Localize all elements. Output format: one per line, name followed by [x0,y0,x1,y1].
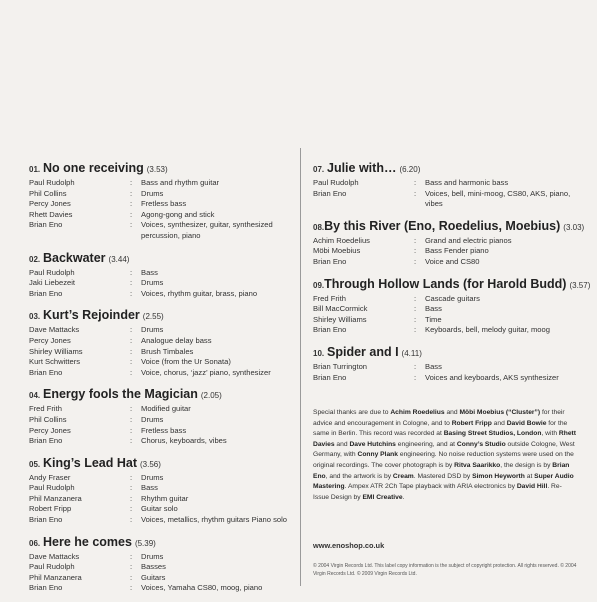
credit-row [29,278,291,289]
credit-row [29,220,291,241]
credit-separator: : [130,414,133,424]
credit-name: Brian Turrington [313,361,368,371]
credit-row [29,199,291,210]
credit-separator: : [130,472,133,482]
track-item [313,276,591,336]
credit-role: Guitar solo [141,504,178,514]
credit-separator: : [414,246,417,256]
credit-role: Drums [141,325,164,335]
credit-row [29,504,291,515]
credit-role: Bass [141,483,158,493]
credit-highlight: Conny Plank [357,451,398,459]
credit-name: Fred Frith [29,404,62,414]
notes-text: engineering. No noise reduction systems were used on the original recordings. The cover photograph is by [313,451,574,469]
credit-role: Voice, chorus, ‘jazz’ piano, synthesizer [141,367,271,377]
credit-row [29,426,291,437]
credit-highlight: Möbi Moebius (“Cluster”) [459,409,541,416]
credit-row [29,189,291,200]
track-duration: (3.56) [140,459,161,469]
credit-name: Jaki Liebezeit [29,278,76,288]
credit-separator: : [130,209,133,219]
credit-separator: : [414,361,417,371]
track-header [29,455,291,473]
track-duration: (3.03) [563,222,585,232]
credit-name: Brian Eno [29,583,63,593]
credit-row [29,289,291,300]
notes-text: and [334,440,350,448]
credit-role: Bass Fender piano [425,246,489,256]
credit-row [313,189,575,210]
notes-text: Special thanks are due to [313,409,391,416]
credit-role: Voices, rhythm guitar, brass, piano [141,288,258,298]
credit-name: Brian Eno [29,436,63,446]
credit-role: Drums [141,551,164,561]
credit-role: Time [425,314,442,324]
credit-row [313,373,575,384]
credit-name: Phil Collins [29,414,67,424]
credit-name: Phil Collins [29,188,67,198]
credit-separator: : [130,504,133,514]
credit-separator: : [130,515,133,525]
credit-role: Brush Timbales [141,346,194,356]
credit-row [29,210,291,221]
credit-row [29,436,291,447]
credit-separator: : [130,483,133,493]
credit-row [313,236,575,247]
track-duration: (3.57) [569,280,591,290]
credit-role: Cascade guitars [425,293,480,303]
credit-row [313,294,575,305]
credit-separator: : [130,178,133,187]
track-item [29,386,291,446]
credit-separator: : [130,346,133,356]
track-duration: (2.55) [142,312,164,322]
track-duration: (2.05) [200,391,222,401]
track-title: Julie with… [327,161,397,175]
credit-row [29,483,291,494]
notes-text: for their advice and encouragement in Cologne, and to [313,409,565,427]
credit-row [29,357,291,368]
credit-row [313,362,575,373]
credit-separator: : [130,267,133,277]
credit-role: Basses [141,562,166,572]
credit-separator: : [414,304,417,314]
notes-text: outside Cologne, West Germany, with [313,440,575,459]
website-url: www.enoshop.co.uk [313,541,385,550]
credit-role: Drums [141,278,164,288]
credit-separator: : [130,220,133,230]
credit-name: Brian Eno [313,372,347,382]
credit-row [29,494,291,505]
track-title: No one receiving [43,161,144,175]
credit-separator: : [414,293,417,303]
track-duration: (3.53) [146,165,168,174]
track-title: Here he comes [43,534,132,549]
notes-text: , and the artwork is by [325,472,393,480]
track-number: 07. [313,165,325,174]
credit-separator: : [414,256,417,266]
track-title: By this River (Eno, Roedelius, Moebius) [324,218,561,233]
credit-role: Modified guitar [141,404,191,414]
credit-row [313,246,575,257]
track-number: 04. [29,391,41,401]
credit-role: Bass [141,267,158,277]
credit-role: Bass and rhythm guitar [141,178,220,187]
track-duration: (5.39) [134,538,156,548]
track-duration: (6.20) [399,165,421,174]
notes-text: , the design is by [500,461,553,469]
credit-name: Phil Manzanera [29,493,82,503]
track-number: 05. [29,459,41,469]
credit-separator: : [130,367,133,377]
credit-highlight: David Bowie [506,419,547,427]
credit-name: Brian Eno [29,220,63,230]
credit-highlight: Simon Heyworth [472,472,525,480]
track-item [29,534,291,594]
credit-row [29,178,291,189]
copyright-text: © 2004 Virgin Records Ltd. This label copy information is the subject of copyright protection. All rights reserved. © 2004 Virgin Records Ltd. © 2009 Virgin Records Ltd. [313,563,577,577]
credit-separator: : [414,178,417,187]
credit-highlight: Basing Street Studios, London [443,430,542,438]
credit-row [313,325,575,336]
credit-role: Drums [141,414,164,424]
track-number: 06. [29,538,41,548]
credit-highlight: Brian Eno [313,461,570,480]
notes-text: and [444,409,460,416]
track-item [29,455,291,526]
track-item [29,160,291,242]
track-number: 03. [29,312,41,322]
credit-separator: : [130,493,133,503]
credit-role: Keyboards, bell, melody guitar, moog [425,325,550,335]
credit-role: Grand and electric pianos [425,235,512,245]
credit-separator: : [414,188,417,198]
special-thanks-notes [313,408,577,503]
credit-separator: : [130,188,133,198]
track-header [313,160,575,178]
credit-role: Voices, Yamaha CS80, moog, piano [141,583,263,593]
credit-row [313,315,575,326]
credit-highlight: Achim Roedelius [390,409,445,416]
track-header [29,250,291,268]
credit-highlight: Cream [392,472,414,480]
credit-name: Paul Rudolph [29,483,75,493]
credit-role: Drums [141,188,164,198]
credit-separator: : [414,325,417,335]
credit-row [29,552,291,563]
credit-separator: : [130,425,133,435]
credit-name: Paul Rudolph [29,178,75,187]
credit-role: Guitars [141,572,166,582]
track-number: 10. [313,348,325,358]
track-item [313,160,575,210]
credit-name: Shirley Williams [29,346,83,356]
track-title: King’s Lead Hat [43,455,137,470]
credit-highlight: Conny’s Studio [456,440,506,448]
credit-name: Brian Eno [313,325,347,335]
credit-name: Paul Rudolph [29,267,75,277]
credit-name: Achim Roedelius [313,235,370,245]
credit-role: Voice (from the Ur Sonata) [141,357,231,367]
credit-name: Percy Jones [29,335,71,345]
credit-role: Bass [425,361,442,371]
track-header [29,386,291,404]
track-duration: (4.11) [401,348,422,358]
credit-row [29,415,291,426]
credit-separator: : [130,583,133,593]
credit-separator: : [130,335,133,345]
credit-name: Shirley Williams [313,314,367,324]
credit-role: Agong-gong and stick [141,209,215,219]
credit-separator: : [130,357,133,367]
credit-name: Robert Fripp [29,504,72,514]
track-item [313,218,585,268]
credit-row [313,178,575,189]
credit-highlight: David Hill [516,483,548,491]
notes-text: , with [541,430,559,438]
credit-name: Brian Eno [313,188,347,198]
credit-role: Voices, bell, mini-moog, CS80, AKS, piano, vibes [425,188,571,209]
column-divider [300,148,301,586]
track-list-right [313,160,591,391]
credit-separator: : [130,436,133,446]
track-header [313,218,585,236]
credit-row [29,368,291,379]
track-header [29,307,291,325]
credit-highlight: EMI Creative [362,493,403,501]
credit-highlight: Robert Fripp [451,419,492,427]
credit-separator: : [130,404,133,414]
credit-separator: : [130,562,133,572]
track-number: 09. [313,280,325,290]
credit-highlight: Rhett Davies [313,430,576,448]
credit-row [313,304,575,315]
notes-text: and [491,419,507,427]
credit-name: Brian Eno [29,288,63,298]
track-number: 02. [29,254,41,264]
credit-name: Fred Frith [313,293,346,303]
credit-row [29,347,291,358]
credit-role: Rhythm guitar [141,493,189,503]
credit-role: Analogue delay bass [141,335,212,345]
track-title: Spider and I [327,344,399,359]
credit-separator: : [130,572,133,582]
track-title: Backwater [43,250,106,265]
track-duration: (3.44) [108,254,130,264]
credit-separator: : [130,199,133,209]
notes-text: . [402,493,405,501]
credit-role: Chorus, keyboards, vibes [141,436,227,446]
credit-highlight: Super Audio Mastering [313,472,574,491]
credit-separator: : [130,551,133,561]
track-number: 01. [29,165,41,174]
credit-name: Brian Eno [313,256,347,266]
credit-role: Fretless bass [141,425,187,435]
notes-text: engineering, and at [395,440,457,448]
credit-row [29,325,291,336]
track-header [29,534,291,552]
credit-row [29,583,291,594]
credit-name: Phil Manzanera [29,572,82,582]
credit-row [29,268,291,279]
track-header [29,160,291,178]
credit-role: Voice and CS80 [425,256,480,266]
credit-row [29,562,291,573]
credit-row [29,336,291,347]
track-title: Kurt’s Rejoinder [43,308,140,323]
credit-separator: : [130,278,133,288]
credit-name: Rhett Davies [29,209,73,219]
track-item [29,307,291,378]
credit-name: Paul Rudolph [29,562,75,572]
track-title: Through Hollow Lands (for Harold Budd) [324,276,567,291]
credit-name: Bill MacCormick [313,304,368,314]
credit-name: Andy Fraser [29,472,71,482]
notes-text: . Mastered DSD by [413,472,473,480]
credit-role: Voices, synthesizer, guitar, synthesized percussion, piano [141,220,273,240]
credit-role: Drums [141,472,164,482]
track-list-left [29,160,291,602]
credit-role: Voices, metallics, rhythm guitars Piano solo [141,515,288,525]
credit-separator: : [130,325,133,335]
track-title: Energy fools the Magician [43,387,198,402]
credit-separator: : [414,372,417,382]
credit-role: Fretless bass [141,199,187,209]
track-item [313,344,575,383]
credit-name: Dave Mattacks [29,325,80,335]
credit-separator: : [414,314,417,324]
credit-row [29,515,291,526]
credit-name: Dave Mattacks [29,551,80,561]
track-item [29,250,291,300]
credit-separator: : [414,235,417,245]
credit-role: Voices and keyboards, AKS synthesizer [425,372,559,382]
notes-text: at [524,472,535,480]
credit-row [29,473,291,484]
credit-separator: : [130,288,133,298]
credit-role: Bass [425,304,442,314]
credit-name: Kurt Schwitters [29,357,81,367]
credit-row [313,257,575,268]
credit-row [29,404,291,415]
credit-highlight: Ritva Saarikko [454,461,501,469]
credit-name: Paul Rudolph [313,178,359,187]
credit-name: Möbi Moebius [313,246,361,256]
credit-name: Percy Jones [29,425,71,435]
track-header [313,276,591,294]
notes-text: . Re-Issue Design by [313,483,562,501]
credit-role: Bass and harmonic bass [425,178,509,187]
credit-name: Brian Eno [29,367,63,377]
notes-text: . Ampex ATR 2Ch Tape playback with ARIA electronics by [344,483,517,491]
credit-highlight: Dave Hutchins [349,440,396,448]
track-number: 08. [313,222,325,232]
credit-name: Brian Eno [29,515,63,525]
notes-text: for the same in Berlin. This record was recorded at [313,419,568,438]
track-header [313,344,575,362]
credit-row [29,573,291,584]
credit-name: Percy Jones [29,199,71,209]
